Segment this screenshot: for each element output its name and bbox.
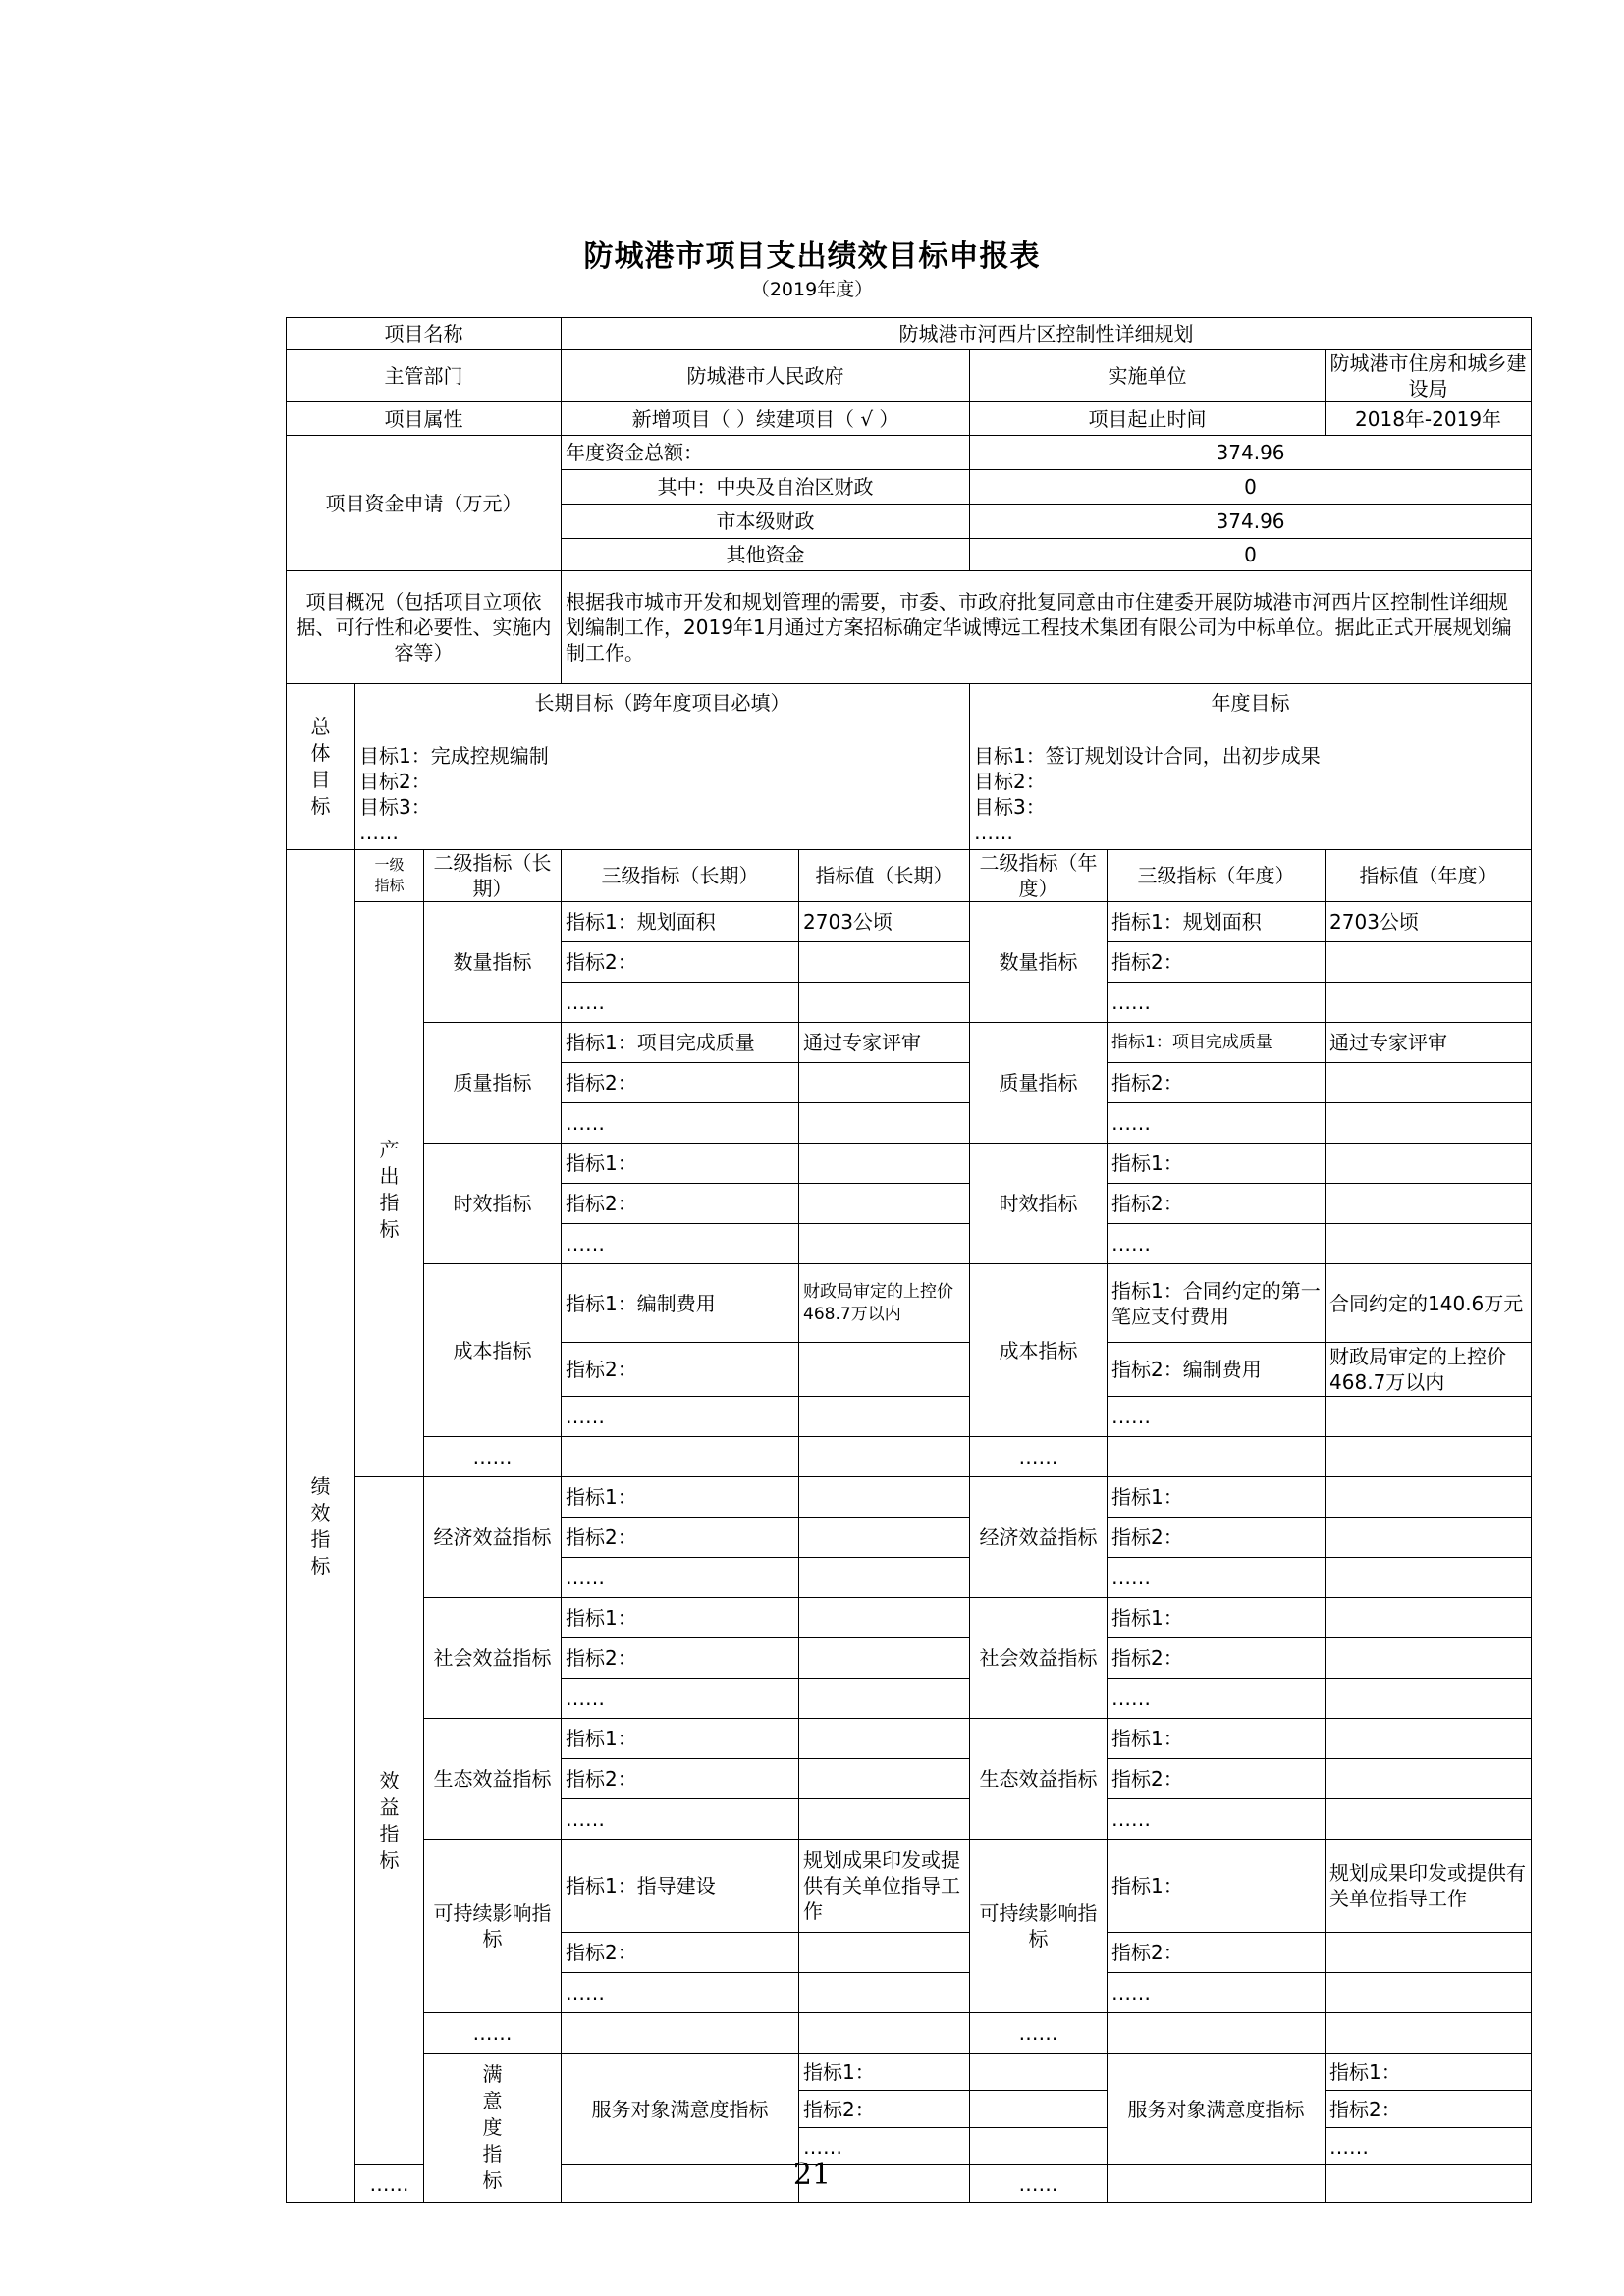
output-more-long: …… xyxy=(424,1437,562,1477)
indicator-name: …… xyxy=(562,1799,799,1840)
indicator-value xyxy=(799,1679,970,1719)
social-label-long: 社会效益指标 xyxy=(424,1598,562,1719)
indicator-value xyxy=(1326,1558,1532,1598)
indicator-value: 2703公顷 xyxy=(799,902,970,942)
quantity-label-year: 数量指标 xyxy=(970,902,1108,1023)
indicator-name: 指标2： xyxy=(562,1933,799,1973)
indicator-value xyxy=(970,2091,1108,2128)
indicator-value: 财政局审定的上控价468.7万以内 xyxy=(799,1264,970,1343)
indicator-name: 指标2： xyxy=(562,1343,799,1397)
indicator-value xyxy=(1326,1184,1532,1224)
quality-label-long: 质量指标 xyxy=(424,1023,562,1144)
indicator-value xyxy=(799,1598,970,1638)
indicator-value xyxy=(799,1638,970,1679)
indicator-name: 指标1：合同约定的第一笔应支付费用 xyxy=(1108,1264,1326,1343)
indicator-value xyxy=(1326,1973,1532,2013)
indicator-name: 指标2： xyxy=(1108,1638,1326,1679)
funds-central-value: 0 xyxy=(970,470,1532,505)
quality-label-year: 质量指标 xyxy=(970,1023,1108,1144)
annual-goal-2: 目标2： xyxy=(974,770,1046,793)
indicator-value xyxy=(799,1063,970,1103)
page-subtitle: （2019年度） xyxy=(750,279,874,300)
overview-text: 根据我市城市开发和规划管理的需要，市委、市政府批复同意由市住建委开展防城港市河西片区控制性详细规划编制工作，2019年1月通过方案招标确定华诚博远工程技术集团有限公司为中标单位。据此正式开展规划编制工作。 xyxy=(562,571,1532,684)
impl-value: 防城港市住房和城乡建设局 xyxy=(1326,350,1532,402)
indicator-name: …… xyxy=(1108,1397,1326,1437)
project-name-value: 防城港市河西片区控制性详细规划 xyxy=(562,318,1532,350)
indicator-name: 指标1：项目完成质量 xyxy=(1108,1023,1326,1063)
header-value-long: 指标值（长期） xyxy=(799,850,970,902)
indicator-value xyxy=(1326,983,1532,1023)
funds-total-value: 374.96 xyxy=(970,436,1532,470)
attr-label: 项目属性 xyxy=(287,402,562,436)
indicator-value: 规划成果印发或提供有关单位指导工作 xyxy=(1326,1840,1532,1933)
indicator-value xyxy=(799,1799,970,1840)
indicator-name xyxy=(1108,1437,1326,1477)
indicator-value xyxy=(799,1343,970,1397)
indicator-name: 指标2： xyxy=(799,2091,970,2128)
cost-label-year: 成本指标 xyxy=(970,1264,1108,1437)
long-goal-2: 目标2： xyxy=(359,770,431,793)
indicator-name: 指标1： xyxy=(1108,1840,1326,1933)
indicator-name: …… xyxy=(562,1679,799,1719)
indicator-name xyxy=(562,1437,799,1477)
output-indicators-label: 产出指标 xyxy=(355,902,424,1477)
indicator-name xyxy=(562,2013,799,2054)
indicator-name: 指标1：指导建设 xyxy=(562,1840,799,1933)
economic-label-year: 经济效益指标 xyxy=(970,1477,1108,1598)
indicator-name: …… xyxy=(799,2128,970,2165)
indicator-value xyxy=(799,1477,970,1518)
indicator-value xyxy=(1326,1598,1532,1638)
indicator-value xyxy=(799,2013,970,2054)
indicator-name: …… xyxy=(1108,1103,1326,1144)
indicator-value xyxy=(799,1437,970,1477)
indicator-value xyxy=(799,983,970,1023)
indicator-name: …… xyxy=(1326,2128,1532,2165)
funds-label: 项目资金申请（万元） xyxy=(287,436,562,571)
service-label-year: 服务对象满意度指标 xyxy=(1108,2054,1326,2165)
attr-value: 新增项目（ ）续建项目（ √ ） xyxy=(562,402,970,436)
indicator-name: …… xyxy=(562,1103,799,1144)
indicator-name: 指标1： xyxy=(1108,1719,1326,1759)
header-value-year: 指标值（年度） xyxy=(1326,850,1532,902)
funds-total-label: 年度资金总额： xyxy=(562,436,970,470)
indicator-name: 指标1：规划面积 xyxy=(562,902,799,942)
indicator-name: 指标1： xyxy=(1108,1144,1326,1184)
period-value: 2018年-2019年 xyxy=(1326,402,1532,436)
indicator-value xyxy=(1326,1933,1532,1973)
sustainable-label-year: 可持续影响指标 xyxy=(970,1840,1108,2013)
indicator-name: …… xyxy=(562,1224,799,1264)
header-level2-long: 二级指标（长期） xyxy=(424,850,562,902)
indicator-value: 通过专家评审 xyxy=(799,1023,970,1063)
economic-label-long: 经济效益指标 xyxy=(424,1477,562,1598)
output-more-year: …… xyxy=(970,1437,1108,1477)
project-name-label: 项目名称 xyxy=(287,318,562,350)
header-level1: 一级指标 xyxy=(355,850,424,902)
indicator-value xyxy=(1326,1224,1532,1264)
indicator-value xyxy=(1326,1759,1532,1799)
indicator-name: 指标1：规划面积 xyxy=(1108,902,1326,942)
indicators-section-label: 绩效指标 xyxy=(287,850,355,2203)
indicator-value xyxy=(799,1144,970,1184)
page-number: 21 xyxy=(792,2158,832,2192)
indicator-value xyxy=(799,1973,970,2013)
annual-goal-more: …… xyxy=(974,821,1014,844)
indicator-name: …… xyxy=(562,983,799,1023)
header-level3-year: 三级指标（年度） xyxy=(1108,850,1326,902)
long-goal-header: 长期目标（跨年度项目必填） xyxy=(355,684,970,721)
overview-label: 项目概况（包括项目立项依据、可行性和必要性、实施内容等） xyxy=(287,571,562,684)
header-level3-long: 三级指标（长期） xyxy=(562,850,799,902)
header-level2-year: 二级指标（年度） xyxy=(970,850,1108,902)
indicator-value xyxy=(799,1103,970,1144)
long-goals xyxy=(355,721,970,850)
indicator-value xyxy=(1326,1799,1532,1840)
indicator-value xyxy=(799,1933,970,1973)
dept-label: 主管部门 xyxy=(287,350,562,402)
indicator-name: 指标2： xyxy=(1108,1063,1326,1103)
funds-city-value: 374.96 xyxy=(970,505,1532,539)
ecological-label-year: 生态效益指标 xyxy=(970,1719,1108,1840)
benefit-more-long: …… xyxy=(424,2013,562,2054)
funds-central-label: 其中：中央及自治区财政 xyxy=(562,470,970,505)
annual-goal-3: 目标3： xyxy=(974,795,1046,819)
long-goal-more: …… xyxy=(359,821,399,844)
long-goal-3: 目标3： xyxy=(359,795,431,819)
indicator-value xyxy=(799,1719,970,1759)
indicator-value xyxy=(1326,2013,1532,2054)
indicator-name: 指标1：编制费用 xyxy=(562,1264,799,1343)
indicator-name: 指标1： xyxy=(1326,2054,1532,2091)
indicator-value xyxy=(1326,1518,1532,1558)
dept-value: 防城港市人民政府 xyxy=(562,350,970,402)
indicator-value: 2703公顷 xyxy=(1326,902,1532,942)
funds-other-value: 0 xyxy=(970,539,1532,571)
indicator-name: 指标1： xyxy=(562,1477,799,1518)
indicator-name: 指标1： xyxy=(562,1144,799,1184)
indicator-value xyxy=(1326,1477,1532,1518)
benefit-more-year: …… xyxy=(970,2013,1108,2054)
page-title: 防城港市项目支出绩效目标申报表 xyxy=(583,240,1041,274)
indicator-name: …… xyxy=(1108,983,1326,1023)
indicator-name: …… xyxy=(1108,1973,1326,2013)
satisfaction-more-long: …… xyxy=(355,2165,424,2203)
indicator-name: …… xyxy=(562,1397,799,1437)
indicator-value xyxy=(1326,942,1532,983)
indicator-name: …… xyxy=(1108,1679,1326,1719)
indicator-value xyxy=(1326,1679,1532,1719)
indicator-name: 指标2： xyxy=(562,1759,799,1799)
ecological-label-long: 生态效益指标 xyxy=(424,1719,562,1840)
indicator-name: …… xyxy=(1108,1799,1326,1840)
indicator-value xyxy=(1326,1103,1532,1144)
indicator-value xyxy=(799,1558,970,1598)
indicator-name: 指标2： xyxy=(1326,2091,1532,2128)
service-label-long: 服务对象满意度指标 xyxy=(562,2054,799,2165)
indicator-value: 通过专家评审 xyxy=(1326,1023,1532,1063)
benefit-indicators-label: 效益指标 xyxy=(355,1477,424,2165)
indicator-name xyxy=(1108,2013,1326,2054)
timeliness-label-year: 时效指标 xyxy=(970,1144,1108,1264)
indicator-name: 指标2： xyxy=(562,1063,799,1103)
goals-section-label: 总体目标 xyxy=(287,684,355,850)
indicator-name: 指标1： xyxy=(799,2054,970,2091)
indicator-value: 合同约定的140.6万元 xyxy=(1326,1264,1532,1343)
indicator-name: 指标2： xyxy=(1108,1759,1326,1799)
period-label: 项目起止时间 xyxy=(970,402,1326,436)
annual-goal-1: 目标1：签订规划设计合同，出初步成果 xyxy=(974,744,1321,768)
indicator-value xyxy=(799,1224,970,1264)
indicator-value xyxy=(799,1518,970,1558)
satisfaction-more-year: …… xyxy=(970,2165,1108,2203)
indicator-name: 指标2： xyxy=(562,1184,799,1224)
indicator-name: 指标1： xyxy=(1108,1598,1326,1638)
indicator-value xyxy=(1326,1063,1532,1103)
cost-label-long: 成本指标 xyxy=(424,1264,562,1437)
timeliness-label-long: 时效指标 xyxy=(424,1144,562,1264)
indicator-name: 指标2： xyxy=(1108,1518,1326,1558)
indicator-name: …… xyxy=(1108,1558,1326,1598)
indicator-name: 指标2： xyxy=(1108,942,1326,983)
indicator-value: 财政局审定的上控价468.7万以内 xyxy=(1326,1343,1532,1397)
indicator-value xyxy=(799,1397,970,1437)
funds-city-label: 市本级财政 xyxy=(562,505,970,539)
indicator-name: …… xyxy=(562,1973,799,2013)
indicator-name: 指标1： xyxy=(562,1719,799,1759)
indicator-name: 指标1：项目完成质量 xyxy=(562,1023,799,1063)
indicator-name: 指标2： xyxy=(562,1638,799,1679)
indicator-name: 指标2： xyxy=(562,1518,799,1558)
long-goal-1: 目标1：完成控规编制 xyxy=(359,744,549,768)
indicator-value xyxy=(970,2054,1108,2091)
indicator-name: 指标1： xyxy=(1108,1477,1326,1518)
indicator-value xyxy=(799,942,970,983)
indicator-value: 规划成果印发或提供有关单位指导工作 xyxy=(799,1840,970,1933)
indicator-value xyxy=(799,1184,970,1224)
annual-goals xyxy=(970,721,1532,850)
indicator-value xyxy=(1326,1397,1532,1437)
indicator-name: 指标2： xyxy=(1108,1933,1326,1973)
indicator-value xyxy=(799,1759,970,1799)
sustainable-label-long: 可持续影响指标 xyxy=(424,1840,562,2013)
impl-label: 实施单位 xyxy=(970,350,1326,402)
indicator-name: …… xyxy=(562,1558,799,1598)
funds-other-label: 其他资金 xyxy=(562,539,970,571)
indicator-name: 指标1： xyxy=(562,1598,799,1638)
indicator-name: 指标2：编制费用 xyxy=(1108,1343,1326,1397)
social-label-year: 社会效益指标 xyxy=(970,1598,1108,1719)
indicator-value xyxy=(1326,1437,1532,1477)
indicator-value xyxy=(1326,1638,1532,1679)
indicator-name: …… xyxy=(1108,1224,1326,1264)
indicator-value xyxy=(1326,1144,1532,1184)
indicator-name: 指标2： xyxy=(1108,1184,1326,1224)
performance-goal-form xyxy=(286,317,1532,2203)
indicator-value xyxy=(1326,1719,1532,1759)
indicator-name: 指标2： xyxy=(562,942,799,983)
satisfaction-indicators-label: 满意度指标 xyxy=(424,2054,562,2203)
annual-goal-header: 年度目标 xyxy=(970,684,1532,721)
quantity-label-long: 数量指标 xyxy=(424,902,562,1023)
